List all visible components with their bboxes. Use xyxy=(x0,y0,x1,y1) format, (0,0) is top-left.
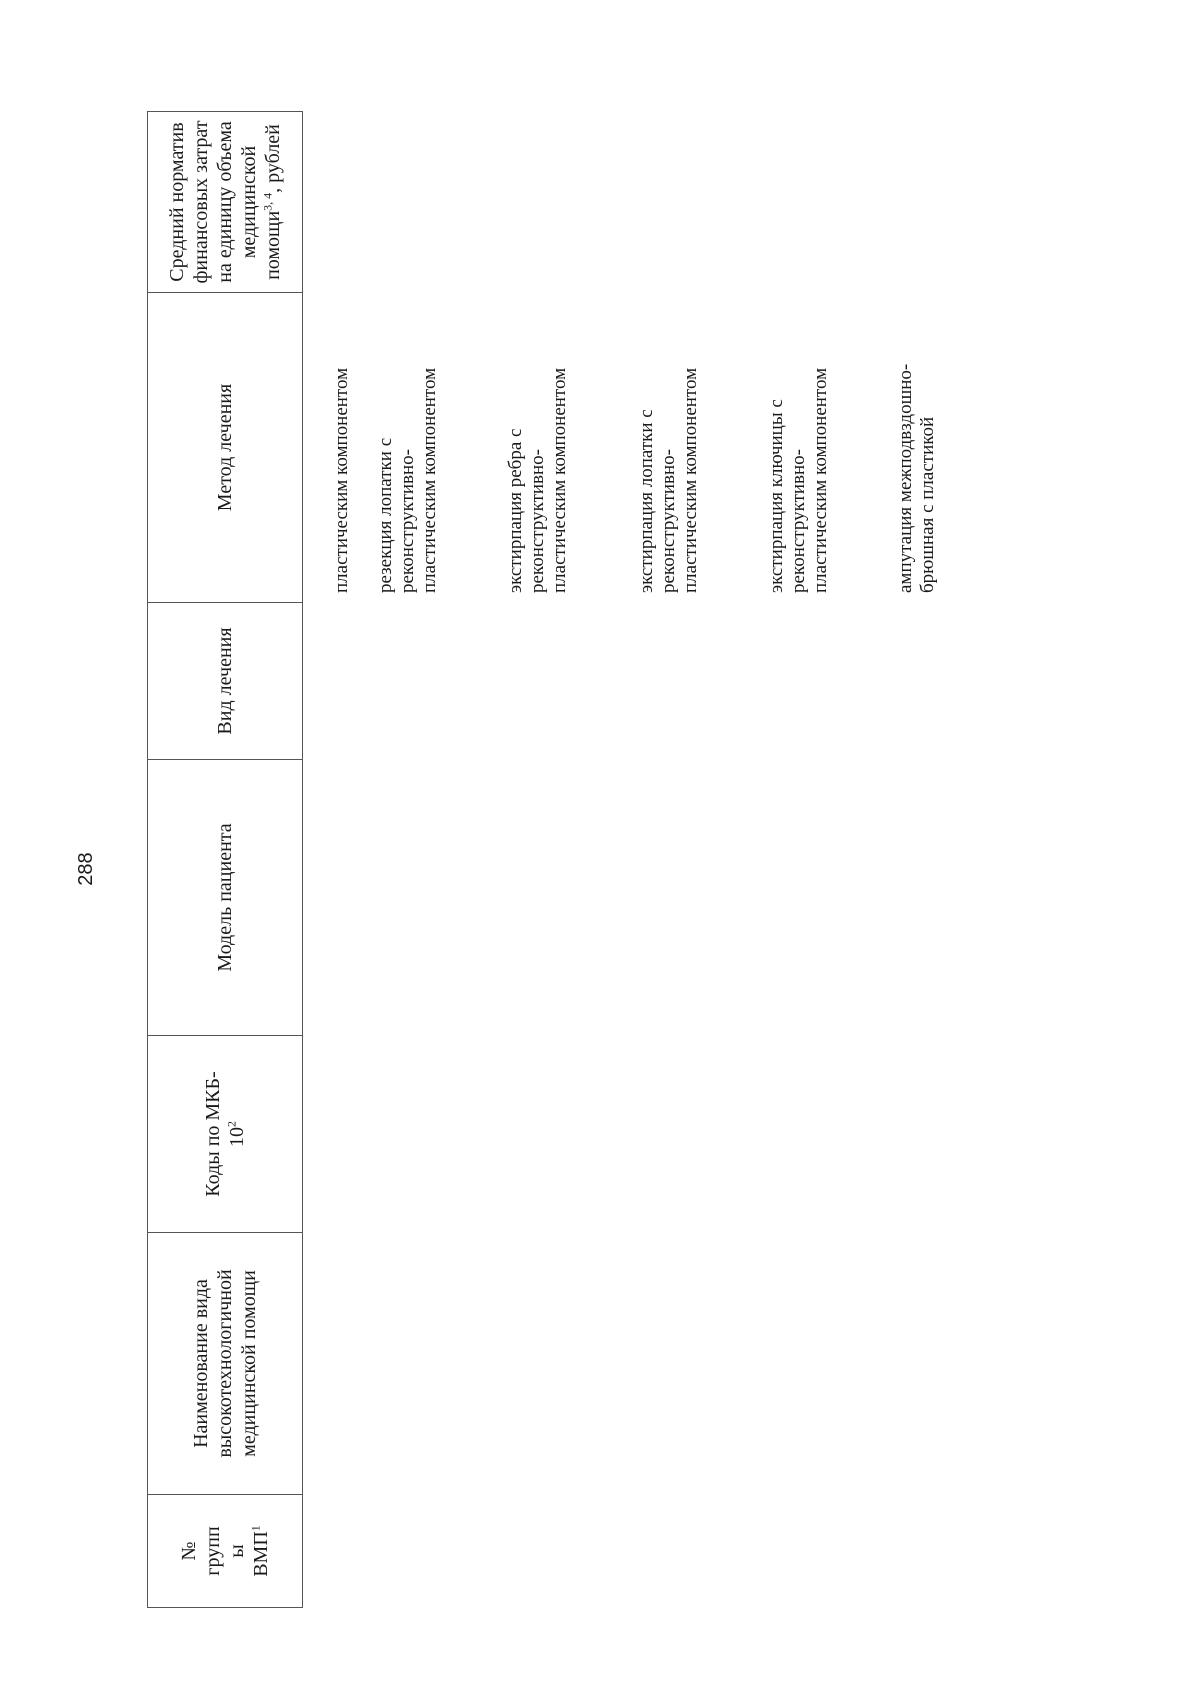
header-text: медицинской помощи xyxy=(238,1270,260,1457)
method-line: пластическим компонентом xyxy=(810,367,831,593)
method-entry xyxy=(505,368,571,593)
method-line: экстирпация ключицы с xyxy=(766,399,787,593)
header-treatment-method xyxy=(148,293,302,603)
method-line: реконструктивно- xyxy=(658,448,679,593)
header-text: медицинской xyxy=(238,145,260,259)
table-body xyxy=(303,111,1027,1608)
method-entry xyxy=(895,364,939,593)
method-line: пластическим компонентом xyxy=(419,367,440,593)
method-line: резекция лопатки с xyxy=(375,437,396,593)
header-group-number xyxy=(148,1495,302,1608)
method-entry xyxy=(766,368,832,593)
header-text: Коды по МКБ- xyxy=(202,1071,224,1197)
method-line: ампутация межподвздошно- xyxy=(895,363,916,593)
table-header-row xyxy=(147,111,303,1608)
method-line: экстирпация лопатки с xyxy=(636,409,657,593)
method-line: экстирпация ребра с xyxy=(505,428,526,593)
method-line: пластическим компонентом xyxy=(331,367,352,593)
header-patient-model xyxy=(148,760,302,1036)
method-line: пластическим компонентом xyxy=(549,367,570,593)
method-line: брюшная с пластикой xyxy=(917,416,938,593)
header-text: Модель пациента xyxy=(214,823,236,972)
rotated-table xyxy=(147,111,1027,1608)
header-text: Наименование вида xyxy=(190,1279,212,1448)
header-text: финансовых затрат xyxy=(190,120,212,284)
header-cost-norm xyxy=(148,111,302,293)
header-text: групп xyxy=(202,1526,224,1576)
method-column xyxy=(303,293,1027,593)
header-text: Средний норматив xyxy=(166,122,188,282)
header-text: ы xyxy=(226,1544,248,1558)
page-number: 288 xyxy=(75,852,97,886)
header-name xyxy=(148,1233,302,1495)
header-text: помощи$^{3, 4}$, рублей xyxy=(260,124,284,280)
header-text: ВМП$^1$ xyxy=(248,1525,272,1577)
method-entry xyxy=(375,368,441,593)
header-text: на единицу объема xyxy=(214,121,236,283)
header-text: Вид лечения xyxy=(214,627,236,735)
header-text: $10^2$ xyxy=(224,1121,248,1148)
header-treatment-kind xyxy=(148,603,302,760)
header-text: № xyxy=(178,1541,200,1561)
method-entry xyxy=(331,368,353,593)
method-line: пластическим компонентом xyxy=(680,367,701,593)
header-icd-codes xyxy=(148,1036,302,1233)
method-entry xyxy=(636,368,702,593)
method-line: реконструктивно- xyxy=(788,448,809,593)
header-text: Метод лечения xyxy=(214,383,236,512)
method-line: реконструктивно- xyxy=(397,448,418,593)
header-text: высокотехнологичной xyxy=(214,1269,236,1458)
method-line: реконструктивно- xyxy=(527,448,548,593)
